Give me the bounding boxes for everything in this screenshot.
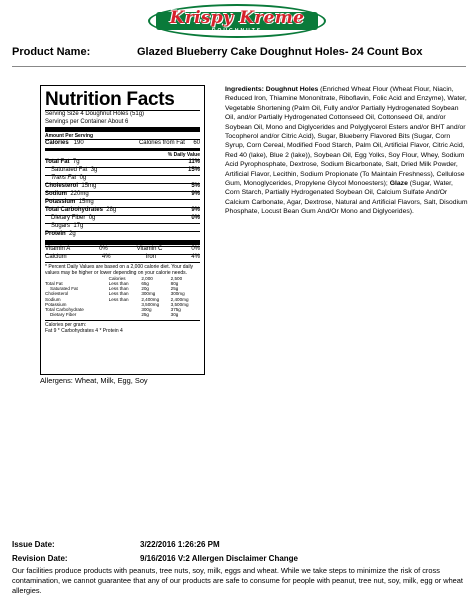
nutrient-amount: 17g [73,223,84,230]
nutrient-name [51,215,95,223]
nutrient-label: Total Fat [45,159,70,166]
calories-label: Calories [45,139,69,146]
table-cell: 300g [141,307,152,313]
nutrient-amount: 15mg [81,183,97,190]
calories-per-gram: Calories per gram: [45,320,200,328]
vitamin-left: Calcium [45,254,67,261]
cal-fat-label: Calories from Fat [138,139,185,146]
nutrient-daily-value: 5% [191,183,200,190]
nutrient-label: Saturated Fat [51,167,88,174]
table-cell: 2,400mg [170,296,189,302]
table-cell: 300mg [170,291,185,297]
ingredients-label: Ingredients: [225,86,264,93]
nutrient-name [45,231,76,239]
vitamin-right-dv: 4% [191,254,200,261]
nutrient-label: Potassium [45,199,76,206]
vitamin-row [45,246,200,254]
nutrient-name [51,167,97,175]
nutrient-amount: 15mg [78,199,94,206]
divider-thick-2 [45,240,200,245]
nutrient-row [45,175,200,183]
nutrient-name [51,223,83,231]
revision-date-value: 9/16/2016 V:2 Allergen Disclaimer Change [140,554,299,563]
allergens: Allergens: Wheat, Milk, Egg, Soy [40,376,148,385]
nutrient-name [45,199,94,207]
table-cell: Saturated Fat [50,286,78,292]
nutrient-row [45,167,200,175]
allergen-disclaimer: Our facilities produce products with peanuts, tree nuts, soy, milk, eggs and wheat. While we take steps to minimize the risk of cross contamination, we cannot guarantee that any of our products are safe to consume for people with peanut, tree nut, soy, milk, egg or wheat allergies. [12,566,463,595]
nutrient-name [51,175,86,183]
table-cell: Potassium [45,301,67,307]
nutrient-row [45,223,200,231]
table-cell: 375g [170,307,181,313]
vitamin-left: Vitamin A [45,246,71,253]
product-name-value: Glazed Blueberry Cake Doughnut Holes- 24 Count Box [137,46,423,58]
nutrient-label: Cholesterol [45,183,79,190]
nutrient-daily-value: 11% [188,159,200,166]
vitamin-row [45,254,200,262]
nutrition-title: Nutrition Facts [45,89,175,110]
table-cell: 80g [170,280,179,286]
nutrient-daily-value: 9% [191,207,200,214]
nutrition-facts-panel [40,85,205,375]
issue-date-label: Issue Date: [12,540,55,549]
nutrient-row [45,183,200,191]
nutrient-amount: 0g [79,175,87,182]
nutrient-row [45,191,200,199]
calories-value: 190 [73,139,84,146]
table-cell: Less than [108,291,129,297]
nutrient-label: Trans Fat [51,175,77,182]
doughnut-holes-label: Doughnut Holes [265,86,319,93]
table-cell: Cholesterol [45,291,69,297]
vitamin-rows [45,246,200,262]
table-cell: Less than [108,286,129,292]
table-cell: Less than [108,296,129,302]
table-cell [109,312,142,317]
calories-per-gram-values: Fat 9 * Carbohydrates 4 * Protein 4 [45,327,123,334]
table-cell: Less than [108,280,129,286]
table-cell: 25g [141,312,149,318]
nutrient-label: Sugars [51,223,71,230]
table-cell: Total Fat [45,280,63,286]
vitamin-right: Iron [145,254,157,261]
table-cell: Sodium [45,296,61,302]
nutrient-row [45,231,200,239]
logo-subtext: DOUGHNUTS [211,28,263,34]
nutrient-row [45,215,200,223]
daily-values-table [45,276,200,318]
nutrient-amount: 0g [88,215,96,222]
servings-per-container: Servings per Container About 6 [45,118,129,125]
nutrient-label: Protein [45,231,66,238]
vitamin-left-dv: 4% [101,254,111,261]
table-cell: Dietary Fiber [50,312,77,318]
nutrient-name [45,207,116,215]
table-cell: 25g [170,286,179,292]
nutrient-row [45,199,200,207]
table-cell: Total Carbohydrate [45,307,84,313]
brand-logo [148,4,326,38]
nutrient-daily-value: 0% [191,215,200,222]
ingredients-text [225,85,469,217]
table-row [45,312,200,317]
nutrient-amount: 7g [72,159,80,166]
table-cell: 20g [141,286,149,292]
nutrient-amount: 28g [106,207,117,214]
vitamin-right-dv: 0% [191,246,200,253]
table-cell: 3,500mg [170,301,189,307]
logo-text: Krispy Kreme [169,8,305,28]
table-cell: 65g [141,280,149,286]
nutrient-row [45,159,200,167]
divider-thick [45,127,200,132]
product-name-label: Product Name: [12,46,91,58]
nutrient-name [45,191,89,199]
header-divider [12,66,466,67]
nutrient-label: Total Carbohydrates [45,207,103,214]
nutrient-row [45,207,200,215]
table-cell: 30g [170,312,179,318]
nutrient-rows [45,159,200,239]
nutrient-amount: 2g [69,231,76,238]
table-cell: 3,500mg [141,301,160,307]
nutrient-name [45,183,96,191]
vitamin-left-dv: 0% [99,246,108,253]
divider-medium [45,148,200,151]
table-header-cell: 2,500 [170,275,183,281]
doughnut-holes-ingredients: (Enriched Wheat Flour (Wheat Flour, Niacin, Reduced Iron, Thiamine Mononitrate, Riboflavin, Folic Acid and Enzyme), Water, Vegetable Shortening (Palm Oil, Fully and/or Partially Hydrogenated Soybean Oil, and/or Partially Hydrogenated Cottonseed Oil, Cottonseed Oil, and/or Soybean Oil, Mono and Diglycerides and Polyglycerol Esters and/or BHT and/or Tocopherol and/or Citric Acid), Sugar, Blueberry Flavored Bits (Sugar, Corn Syrup, Corn Cereal, Modified Food Starch, Palm Oil, Artificial Flavor, Citric Acid, Red 40 (lake), Blue 2 (lake)), Soybean Oil, Egg Yolks, Soy Flour, Whey, Sodium Acid Pyrophosphate, Dextrose, Sodium Bicarbonate, Salt, Dried Milk Powder, Artificial Flavor, Lecithin, Sodium Propionate (To Maintain Freshness), Cellulose Gum, Monoglycerides, Propylene Glycol Monoesters); [225,86,467,188]
daily-value-header: % Daily Value [167,151,200,158]
revision-date-label: Revision Date: [12,554,68,563]
nutrient-label: Dietary Fiber [51,215,86,222]
vitamin-right: Vitamin C [136,246,163,253]
table-cell: 300mg [141,291,156,297]
footnote: * Percent Daily Values are based on a 2,000 calorie diet. Your daily values may be higher or lower depending on your calorie needs. [45,262,200,276]
nutrient-label: Sodium [45,191,67,198]
glaze-ingredients: (Sugar, Water, Corn Starch, Partially Hydrogenated Soybean Oil, Calcium Sulfate And/Or Calcium Carbonate, Agar, Dextrose, Natural and Artificial Flavors, Salt, Disodium Phosphate, Locust Bean Gum And/Or Mono and Diglycerides). [225,180,468,216]
calories-row [45,139,200,147]
table-cell: 2,400mg [141,296,160,302]
nutrient-daily-value: 9% [191,191,200,198]
cal-fat-value: 60 [193,139,200,146]
table-header-cell: 2,000 [141,275,153,281]
nutrient-amount: 220mg [70,191,89,198]
nutrient-daily-value: 15% [187,167,200,174]
issue-date-value: 3/22/2016 1:26:26 PM [140,540,220,549]
nutrient-name [45,159,80,167]
table-header-cell: Calories [108,275,126,281]
nutrient-amount: 3g [90,167,98,174]
glaze-label: Glaze [389,180,408,188]
amount-per-serving: Amount Per Serving [45,133,94,139]
serving-size: Serving Size 4 Doughnut Holes (51g) [45,110,200,119]
